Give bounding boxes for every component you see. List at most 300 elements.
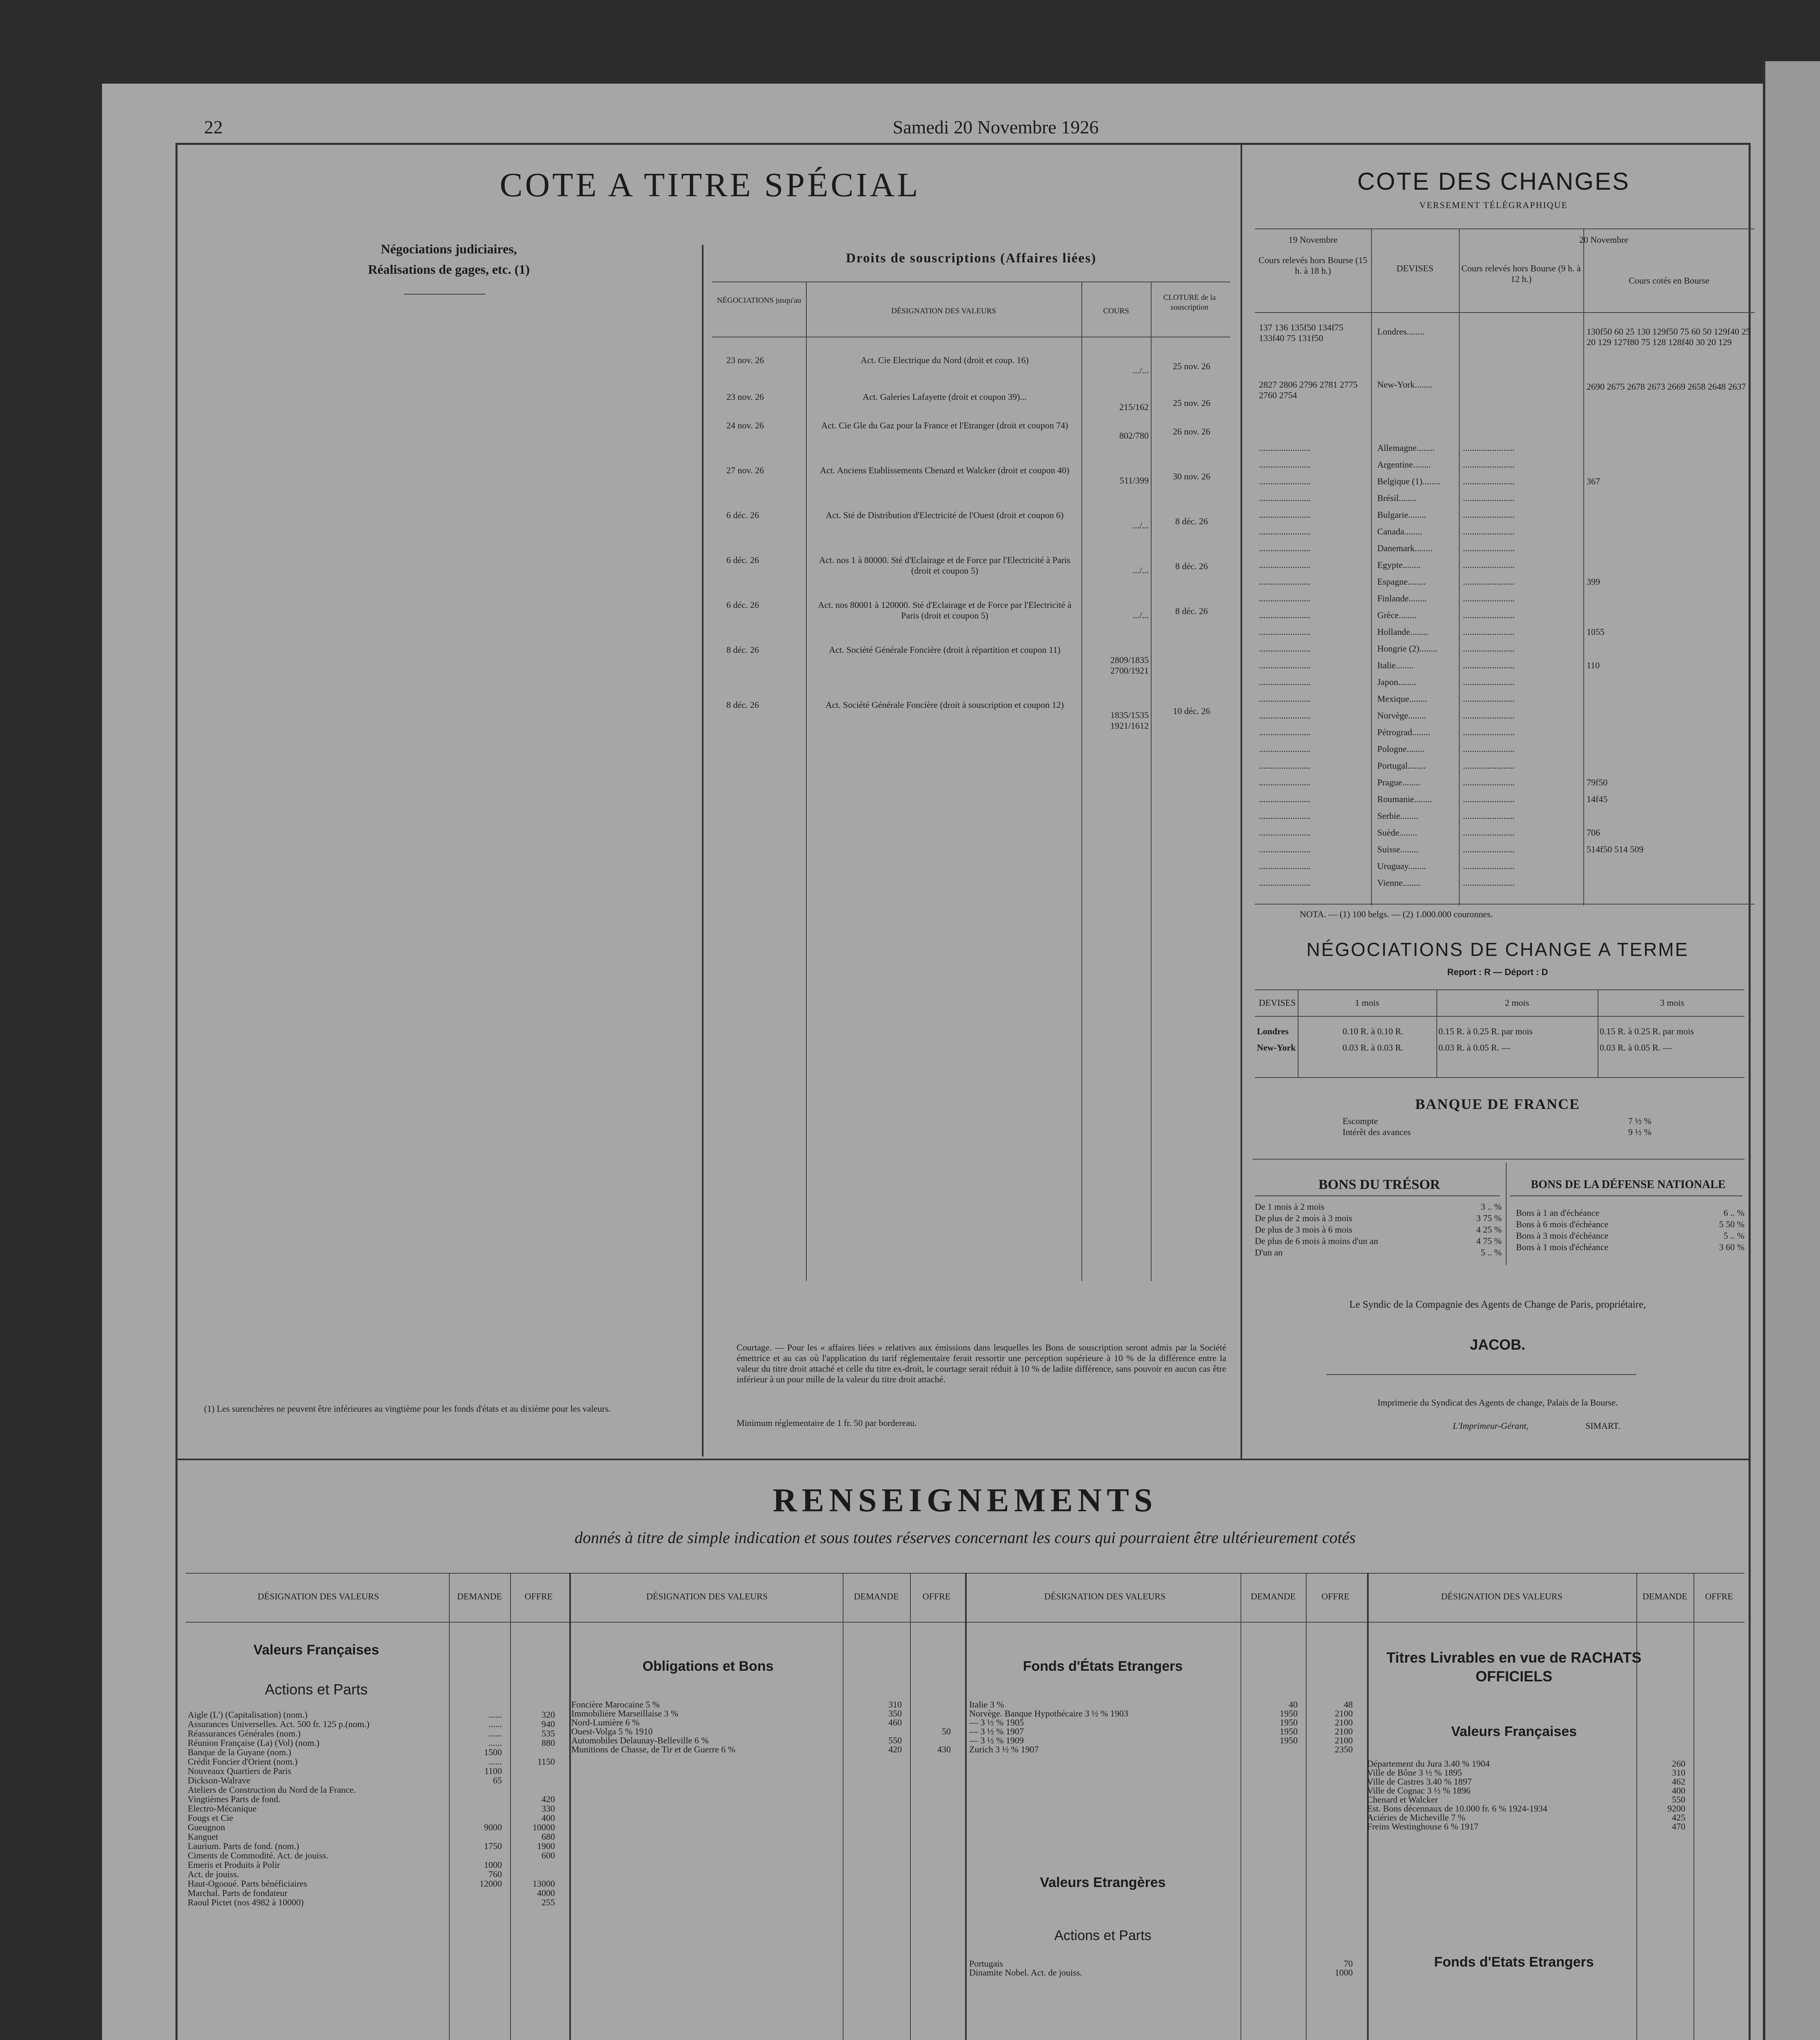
dots-20: ....................... xyxy=(1463,593,1515,603)
terme-col-3mois: 3 mois xyxy=(1660,998,1685,1008)
c2-heading: Obligations et Bons xyxy=(642,1659,774,1674)
droit-date: 27 nov. 26 xyxy=(726,465,764,475)
terme-title: NÉGOCIATIONS DE CHANGE A TERME xyxy=(1306,939,1689,960)
dots-19: ....................... xyxy=(1259,660,1311,670)
droit-cours: 1835/1535 1921/1612 xyxy=(1110,710,1149,731)
dots-19: ....................... xyxy=(1259,526,1311,537)
grid-col-line xyxy=(910,1573,911,2040)
valeur-name: Réassurances Générales (nom.) xyxy=(188,1728,301,1738)
devise-name: Grèce........ xyxy=(1377,610,1417,620)
col-designation: DÉSIGNATION DES VALEURS xyxy=(257,1591,379,1601)
dots-19: ....................... xyxy=(1259,794,1311,804)
col-designation: DÉSIGNATION DES VALEURS xyxy=(1441,1591,1563,1601)
devise-name: Serbie........ xyxy=(1377,811,1418,821)
imprimerie: Imprimerie du Syndicat des Agents de change, Palais de la Bourse. xyxy=(1377,1397,1618,1408)
valeur-name: Freins Westinghouse 6 % 1917 xyxy=(1367,1821,1478,1832)
devise-name: Egypte........ xyxy=(1377,560,1421,570)
col-cours-bourse: Cours cotés en Bourse xyxy=(1629,275,1709,286)
droit-cloture: 10 déc. 26 xyxy=(1173,706,1210,716)
tresor-title: BONS DU TRÉSOR xyxy=(1318,1177,1440,1192)
dots-19: ....................... xyxy=(1259,777,1311,787)
col-cours: COURS xyxy=(1103,307,1129,315)
droit-designation: Act. Société Générale Foncière (droit à répartition et coupon 11) xyxy=(829,645,1061,655)
dots-20: ....................... xyxy=(1463,577,1515,587)
valeur-demande: 462 xyxy=(1672,1776,1685,1787)
defense-label: Bons à 1 mois d'échéance xyxy=(1516,1242,1609,1252)
valeur-name: Ville de Bône 3 ½ % 1895 xyxy=(1367,1767,1462,1778)
dots-20: ....................... xyxy=(1463,476,1515,486)
droit-date: 24 nov. 26 xyxy=(726,420,764,430)
valeur-name: Emeris et Produits à Polir xyxy=(188,1860,280,1870)
dots-20: ....................... xyxy=(1463,811,1515,821)
dots-20: ....................... xyxy=(1463,443,1515,453)
valeur-demande: 260 xyxy=(1672,1758,1685,1769)
tresor-value: 4 75 % xyxy=(1476,1236,1502,1246)
col-cloture: CLOTURE de la souscription xyxy=(1163,293,1216,312)
valeur-name: Chenard et Walcker xyxy=(1367,1794,1438,1805)
dots-19: ....................... xyxy=(1259,593,1311,603)
valeur-offre: 2100 xyxy=(1335,1708,1353,1718)
valeur-offre: 330 xyxy=(542,1803,555,1814)
dots-19: ....................... xyxy=(1259,677,1311,687)
tresor-value: 4 25 % xyxy=(1476,1224,1502,1235)
droit-cours: 802/780 xyxy=(1119,430,1149,441)
valeur-demande: 1950 xyxy=(1280,1735,1298,1745)
terme-3mois: 0.03 R. à 0.05 R. — xyxy=(1600,1042,1672,1053)
droit-designation: Act. Galeries Lafayette (droit et coupon 39)... xyxy=(863,392,1027,402)
dots-20: ....................... xyxy=(1463,526,1515,537)
table-col-line xyxy=(1151,282,1152,1281)
courtage-minimum: Minimum réglementaire de 1 fr. 50 par bordereau. xyxy=(737,1418,917,1428)
dots-20: ....................... xyxy=(1463,878,1515,888)
devise-value: 367 xyxy=(1587,476,1600,486)
valeur-demande: 310 xyxy=(1672,1767,1685,1778)
dots-19: ....................... xyxy=(1259,560,1311,570)
col-devises: DEVISES xyxy=(1396,263,1434,273)
valeur-offre: 255 xyxy=(542,1897,555,1907)
droit-date: 23 nov. 26 xyxy=(726,355,764,365)
c3-heading-2: Valeurs Etrangères xyxy=(1040,1875,1166,1890)
col-offre: OFFRE xyxy=(1321,1591,1349,1601)
valeur-name: Crédit Foncier d'Orient (nom.) xyxy=(188,1756,298,1767)
dots-20: ....................... xyxy=(1463,761,1515,771)
devise-name: Mexique........ xyxy=(1377,694,1427,704)
devise-value: 110 xyxy=(1587,660,1600,670)
valeur-demande: ...... xyxy=(488,1728,502,1738)
devise-name: New-York........ xyxy=(1377,379,1433,390)
grid-col-divider xyxy=(569,1573,571,2040)
devise-name: Roumanie........ xyxy=(1377,794,1432,804)
droit-date: 6 déc. 26 xyxy=(726,555,759,565)
interet-value: 9 ½ % xyxy=(1628,1127,1651,1137)
valeur-demande: 1950 xyxy=(1280,1726,1298,1736)
defense-value: 3 60 % xyxy=(1719,1242,1745,1252)
droit-cours: 511/399 xyxy=(1119,475,1149,486)
droit-date: 6 déc. 26 xyxy=(726,510,759,520)
defense-label: Bons à 1 an d'échéance xyxy=(1516,1208,1600,1218)
valeur-name: Aigle (L') (Capitalisation) (nom.) xyxy=(188,1710,308,1720)
valeur-demande: ...... xyxy=(488,1756,502,1767)
newyork-19: 2827 2806 2796 2781 2775 2760 2754 xyxy=(1259,379,1358,400)
devise-name: Vienne........ xyxy=(1377,878,1421,888)
valeur-name: Dickson-Walrave xyxy=(188,1775,251,1785)
valeur-offre: 2350 xyxy=(1335,1744,1353,1754)
dots-19: ....................... xyxy=(1259,710,1311,721)
valeur-offre: 1150 xyxy=(537,1756,555,1767)
valeur-demande: 65 xyxy=(493,1775,502,1785)
droit-designation: Act. nos 80001 à 120000. Sté d'Eclairage et de Force par l'Electricité à Paris (droit et coupon 5) xyxy=(818,600,1072,621)
terme-legend: Report : R — Déport : D xyxy=(1447,967,1548,977)
droit-designation: Act. Cie Gle du Gaz pour la France et l'Etranger (droit et coupon 74) xyxy=(821,420,1068,430)
devise-name: Uruguay........ xyxy=(1377,861,1426,871)
valeur-demande: 1100 xyxy=(484,1766,502,1776)
dots-19: ....................... xyxy=(1259,811,1311,821)
valeur-name: Act. de jouiss. xyxy=(188,1869,239,1879)
terme-col-devises: DEVISES xyxy=(1258,998,1296,1008)
rule xyxy=(1326,1374,1636,1375)
valeur-demande: 1000 xyxy=(484,1860,502,1870)
col-hors-bourse-20: Cours relevés hors Bourse (9 h. à 12 h.) xyxy=(1461,263,1581,284)
valeur-name: Marchal. Parts de fondateur xyxy=(188,1888,288,1898)
valeur-offre: 430 xyxy=(937,1744,951,1754)
devise-name: Prague........ xyxy=(1377,777,1420,787)
dots-20: ....................... xyxy=(1463,543,1515,553)
terme-1mois: 0.10 R. à 0.10 R. xyxy=(1343,1026,1404,1036)
droit-cours: 2809/1835 2700/1921 xyxy=(1110,655,1149,676)
devise-name: Danemark........ xyxy=(1377,543,1433,553)
col-demande: DEMANDE xyxy=(457,1591,502,1601)
valeur-offre: 48 xyxy=(1344,1699,1353,1710)
valeur-offre: 940 xyxy=(542,1719,555,1729)
valeur-demande: ...... xyxy=(488,1710,502,1720)
interet-label: Intérêt des avances xyxy=(1343,1127,1411,1137)
devise-name: Argentine........ xyxy=(1377,459,1431,470)
devise-name: Belgique (1)........ xyxy=(1377,476,1440,486)
devise-name: Suède........ xyxy=(1377,827,1417,838)
date-20: 20 Novembre xyxy=(1579,235,1629,245)
terme-2mois: 0.15 R. à 0.25 R. par mois xyxy=(1438,1026,1533,1036)
droit-cloture: 25 nov. 26 xyxy=(1172,361,1211,371)
valeur-name: Nord-Lumière 6 % xyxy=(571,1717,640,1727)
valeur-name: Portugais xyxy=(969,1958,1003,1969)
dots-20: ....................... xyxy=(1463,844,1515,854)
droit-cours: .../... xyxy=(1132,520,1149,530)
valeur-name: Immobilière Marseillaise 3 % xyxy=(571,1708,679,1718)
terme-1mois: 0.03 R. à 0.03 R. xyxy=(1343,1042,1404,1053)
col-demande: DEMANDE xyxy=(1251,1591,1296,1601)
valeur-demande: 40 xyxy=(1289,1699,1298,1710)
grid-col-divider xyxy=(965,1573,967,2040)
valeur-name: — 3 ½ % 1905 xyxy=(969,1717,1024,1727)
droit-designation: Act. Anciens Etablissements Chenard et Walcker (droit et coupon 40) xyxy=(820,465,1070,475)
c4-heading: Titres Livrables en vue de RACHATS OFFICIELS xyxy=(1386,1649,1642,1685)
escompte-label: Escompte xyxy=(1343,1116,1378,1126)
facing-page-edge xyxy=(1763,61,1820,2040)
valeur-name: Automobiles Delaunay-Belleville 6 % xyxy=(571,1735,709,1745)
droit-cloture: 26 nov. 26 xyxy=(1172,426,1211,437)
dots-19: ....................... xyxy=(1259,543,1311,553)
valeur-name: Haut-Ogooué. Parts bénéficiaires xyxy=(188,1878,307,1889)
valeur-name: Aciéries de Micheville 7 % xyxy=(1367,1812,1465,1823)
valeur-name: Nouveaux Quartiers de Paris xyxy=(188,1766,291,1776)
dots-19: ....................... xyxy=(1259,694,1311,704)
valeur-name: — 3 ½ % 1909 xyxy=(969,1735,1024,1745)
table-rule xyxy=(1255,228,1755,229)
c4-heading-3: Fonds d'Etats Etrangers xyxy=(1434,1954,1594,1970)
valeur-name: Italie 3 % xyxy=(969,1699,1004,1710)
valeur-demande: 9000 xyxy=(484,1822,502,1832)
valeur-name: Vingtièmes Parts de fond. xyxy=(188,1794,281,1804)
droit-date: 8 déc. 26 xyxy=(726,645,759,655)
devise-name: Espagne........ xyxy=(1377,577,1426,587)
col-hors-bourse-19: Cours relevés hors Bourse (15 h. à 18 h.) xyxy=(1258,255,1367,276)
droit-designation: Act. Société Générale Foncière (droit à souscription et coupon 12) xyxy=(825,700,1064,710)
valeur-offre: 880 xyxy=(542,1738,555,1748)
valeur-offre: 70 xyxy=(1344,1958,1353,1969)
valeur-offre: 320 xyxy=(542,1710,555,1720)
dots-20: ....................... xyxy=(1463,560,1515,570)
dots-20: ....................... xyxy=(1463,727,1515,737)
droit-cours: .../... xyxy=(1132,610,1149,620)
dots-19: ....................... xyxy=(1259,861,1311,871)
droit-designation: Act. Sté de Distribution d'Electricité de l'Ouest (droit et coupon 6) xyxy=(826,510,1064,520)
dots-19: ....................... xyxy=(1259,577,1311,587)
valeur-name: Ville de Castres 3.40 % 1897 xyxy=(1367,1776,1472,1787)
valeur-name: — 3 ½ % 1907 xyxy=(969,1726,1024,1736)
courtage-text: Courtage. — Pour les « affaires liées » relatives aux émissions dans lesquelles les Bons de souscription seront admis par la Société émettrice et au cas où l'application du tarif réglementaire ferait ressortir une perception supérieure à 10 % de la différence entre la valeur du titre droit attaché et celle du titre ex-droit, le courtage serait réduit à 10 % de ladite différence, sans pouvoir en aucun cas être inférieur à un pour mille de la valeur du titre droit attaché. xyxy=(737,1342,1226,1384)
devise-value: 706 xyxy=(1587,827,1600,838)
droit-cloture: 8 déc. 26 xyxy=(1175,606,1208,616)
judiciaires-title: Négociations judiciaires, xyxy=(381,242,517,256)
valeur-demande: 12000 xyxy=(479,1878,502,1889)
defense-value: 6 .. % xyxy=(1723,1208,1745,1218)
valeur-demande: 1500 xyxy=(484,1747,502,1757)
valeur-offre: 535 xyxy=(542,1728,555,1738)
col-designation: DÉSIGNATION DES VALEURS xyxy=(1044,1591,1166,1601)
devise-name: Bulgarie........ xyxy=(1377,510,1426,520)
dots-20: ....................... xyxy=(1463,493,1515,503)
c3-heading-3: Actions et Parts xyxy=(1054,1928,1152,1943)
devise-name: Canada........ xyxy=(1377,526,1422,537)
dots-19: ....................... xyxy=(1259,744,1311,754)
dots-20: ....................... xyxy=(1463,610,1515,620)
valeur-offre: 2100 xyxy=(1335,1717,1353,1727)
dots-19: ....................... xyxy=(1259,476,1311,486)
valeur-demande: 1750 xyxy=(484,1841,502,1851)
defense-title: BONS DE LA DÉFENSE NATIONALE xyxy=(1531,1178,1726,1191)
valeur-name: Laurium. Parts de fond. (nom.) xyxy=(188,1841,300,1851)
page-number: 22 xyxy=(204,117,223,137)
table-col-line xyxy=(1459,228,1460,906)
devise-value: 79f50 xyxy=(1587,777,1608,787)
valeur-offre: 420 xyxy=(542,1794,555,1804)
devise-name: Allemagne........ xyxy=(1377,443,1435,453)
devise-name: Hollande........ xyxy=(1377,627,1428,637)
valeur-demande: 420 xyxy=(888,1744,902,1754)
table-rule xyxy=(1255,1077,1745,1078)
valeur-name: Foncière Marocaine 5 % xyxy=(571,1699,660,1710)
dots-19: ....................... xyxy=(1259,761,1311,771)
devise-value: 1055 xyxy=(1587,627,1605,637)
devise-name: Norvège........ xyxy=(1377,710,1426,721)
devise-name: Brésil........ xyxy=(1377,493,1417,503)
valeur-offre: 10000 xyxy=(533,1822,555,1832)
changes-subtitle: VERSEMENT TÉLÉGRAPHIQUE xyxy=(1419,200,1568,210)
droit-cloture: 25 nov. 26 xyxy=(1172,398,1211,408)
tresor-value: 5 .. % xyxy=(1480,1247,1502,1257)
valeur-demande: 9200 xyxy=(1667,1803,1685,1814)
valeur-demande: ...... xyxy=(488,1719,502,1729)
droit-cours: .../... xyxy=(1132,365,1149,375)
rule xyxy=(1510,1195,1742,1196)
valeur-demande: 1950 xyxy=(1280,1717,1298,1727)
column-divider xyxy=(1241,145,1242,1459)
valeur-name: Munitions de Chasse, de Tir et de Guerre 6 % xyxy=(571,1744,736,1754)
valeur-name: Est. Bons décennaux de 10.000 fr. 6 % 1924-1934 xyxy=(1367,1803,1547,1814)
grid-col-line xyxy=(449,1573,450,2040)
banque-title: BANQUE DE FRANCE xyxy=(1415,1096,1580,1112)
droit-designation: Act. Cie Electrique du Nord (droit et coup. 16) xyxy=(861,355,1029,365)
tresor-label: De plus de 6 mois à moins d'un an xyxy=(1255,1236,1378,1246)
valeur-offre: 50 xyxy=(942,1726,951,1736)
dots-20: ....................... xyxy=(1463,510,1515,520)
dots-19: ....................... xyxy=(1259,643,1311,654)
gerant-name: SIMART. xyxy=(1585,1421,1620,1431)
valeur-offre: 400 xyxy=(542,1813,555,1823)
londres-20: 130f50 60 25 130 129f50 75 60 50 129f40 25 20 129 127f80 75 128 128f40 30 20 129 xyxy=(1587,326,1751,347)
defense-value: 5 .. % xyxy=(1723,1231,1745,1241)
devise-name: Pologne........ xyxy=(1377,744,1425,754)
droit-cloture: 8 déc. 26 xyxy=(1175,561,1208,571)
table-rule xyxy=(1255,1016,1745,1017)
devise-name: Japon........ xyxy=(1377,677,1416,687)
dots-19: ....................... xyxy=(1259,443,1311,453)
table-col-line xyxy=(1081,282,1082,1281)
valeur-offre: 600 xyxy=(542,1850,555,1860)
defense-label: Bons à 6 mois d'échéance xyxy=(1516,1219,1609,1229)
valeur-offre: 4000 xyxy=(537,1888,555,1898)
dots-20: ....................... xyxy=(1463,861,1515,871)
c1-subheading: Actions et Parts xyxy=(264,1681,368,1698)
droit-date: 8 déc. 26 xyxy=(726,700,759,710)
dots-20: ....................... xyxy=(1463,643,1515,654)
valeur-name: Réunion Française (La) (Vol) (nom.) xyxy=(188,1738,320,1748)
dots-19: ....................... xyxy=(1259,827,1311,838)
valeur-demande: ...... xyxy=(488,1738,502,1748)
col-offre: OFFRE xyxy=(922,1591,951,1601)
devise-name: Portugal........ xyxy=(1377,761,1426,771)
valeur-offre: 1000 xyxy=(1335,1967,1353,1978)
valeur-demande: 550 xyxy=(1672,1794,1685,1805)
defense-label: Bons à 3 mois d'échéance xyxy=(1516,1231,1609,1241)
col-demande: DEMANDE xyxy=(854,1591,899,1601)
dots-19: ....................... xyxy=(1259,510,1311,520)
table-col-line xyxy=(806,282,807,1281)
devise-name: Finlande........ xyxy=(1377,593,1427,603)
grid-col-line xyxy=(1693,1573,1694,2040)
col-designation: DÉSIGNATION DES VALEURS xyxy=(891,307,996,315)
droits-title: Droits de souscriptions (Affaires liées) xyxy=(846,251,1097,266)
terme-2mois: 0.03 R. à 0.05 R. — xyxy=(1438,1042,1511,1053)
valeur-name: Ateliers de Construction du Nord de la France. xyxy=(188,1785,356,1795)
dots-20: ....................... xyxy=(1463,744,1515,754)
gerant-label: L'Imprimeur-Gérant, xyxy=(1453,1421,1529,1431)
terme-devise: Londres xyxy=(1257,1026,1289,1036)
cote-title: COTE A TITRE SPÉCIAL xyxy=(499,166,921,204)
table-col-line xyxy=(1436,989,1437,1077)
valeur-demande: 400 xyxy=(1672,1785,1685,1796)
valeur-name: Assurances Universelles. Act. 500 fr. 125 p.(nom.) xyxy=(188,1719,370,1729)
devise-name: Italie........ xyxy=(1377,660,1414,670)
table-col-line xyxy=(1583,228,1584,906)
bons-divider xyxy=(1506,1163,1507,1265)
table-rule xyxy=(1255,904,1755,905)
devise-name: Hongrie (2)........ xyxy=(1377,643,1438,654)
valeur-demande: 1950 xyxy=(1280,1708,1298,1718)
valeur-demande: 350 xyxy=(888,1708,902,1718)
dots-19: ....................... xyxy=(1259,459,1311,470)
valeur-name: Kanguet xyxy=(188,1832,218,1842)
escompte-value: 7 ½ % xyxy=(1628,1116,1651,1126)
terme-col-2mois: 2 mois xyxy=(1505,998,1529,1008)
footnote: (1) Les surenchères ne peuvent être inférieures au vingtième pour les fonds d'états et au dixième pour les valeurs. xyxy=(204,1404,611,1414)
valeur-offre: 13000 xyxy=(533,1878,555,1889)
col-demande: DEMANDE xyxy=(1642,1591,1687,1601)
droit-date: 23 nov. 26 xyxy=(726,392,764,402)
page-date: Samedi 20 Novembre 1926 xyxy=(892,117,1099,137)
droit-cloture: 8 déc. 26 xyxy=(1175,516,1208,526)
valeur-name: Banque de la Guyane (nom.) xyxy=(188,1747,291,1757)
date-19: 19 Novembre xyxy=(1288,235,1338,245)
terme-col-1mois: 1 mois xyxy=(1355,998,1379,1008)
valeur-name: Ouest-Volga 5 % 1910 xyxy=(571,1726,653,1736)
tresor-value: 3 .. % xyxy=(1480,1202,1502,1212)
valeur-name: Ciments de Commodité. Act. de jouiss. xyxy=(188,1850,328,1860)
droit-cours: .../... xyxy=(1132,565,1149,575)
valeur-demande: 760 xyxy=(488,1869,502,1879)
devise-value: 14f45 xyxy=(1587,794,1608,804)
c3-heading: Fonds d'États Etrangers xyxy=(1023,1659,1183,1674)
table-rule xyxy=(1255,312,1755,313)
valeur-name: Zurich 3 ½ % 1907 xyxy=(969,1744,1039,1754)
droit-date: 6 déc. 26 xyxy=(726,600,759,610)
col-negociations: NÉGOCIATIONS jusqu'au xyxy=(717,296,801,305)
col-offre: OFFRE xyxy=(1705,1591,1733,1601)
valeur-name: Département du Jura 3.40 % 1904 xyxy=(1367,1758,1490,1769)
valeur-demande: 550 xyxy=(888,1735,902,1745)
valeur-demande: 460 xyxy=(888,1717,902,1727)
col-offre: OFFRE xyxy=(524,1591,553,1601)
devise-name: Pétrograd........ xyxy=(1377,727,1430,737)
valeur-demande: 310 xyxy=(888,1699,902,1710)
c4-heading-2: Valeurs Françaises xyxy=(1451,1724,1577,1739)
droit-cloture: 30 nov. 26 xyxy=(1172,471,1211,481)
judiciaires-subtitle: Réalisations de gages, etc. (1) xyxy=(368,262,530,277)
syndic-text: Le Syndic de la Compagnie des Agents de Change de Paris, propriétaire, xyxy=(1349,1299,1646,1310)
valeur-name: Dinamite Nobel. Act. de jouiss. xyxy=(969,1967,1082,1978)
valeur-offre: 2100 xyxy=(1335,1726,1353,1736)
section-divider xyxy=(178,1459,1749,1460)
devise-name: Londres........ xyxy=(1377,326,1425,337)
dots-20: ....................... xyxy=(1463,694,1515,704)
dots-20: ....................... xyxy=(1463,777,1515,787)
valeur-name: Electro-Mécanique xyxy=(188,1803,257,1814)
dots-20: ....................... xyxy=(1463,710,1515,721)
dots-20: ....................... xyxy=(1463,627,1515,637)
valeur-offre: 1900 xyxy=(537,1841,555,1851)
valeur-name: Norvège. Banque Hypothécaire 3 ½ % 1903 xyxy=(969,1708,1128,1718)
col-designation: DÉSIGNATION DES VALEURS xyxy=(646,1591,768,1601)
